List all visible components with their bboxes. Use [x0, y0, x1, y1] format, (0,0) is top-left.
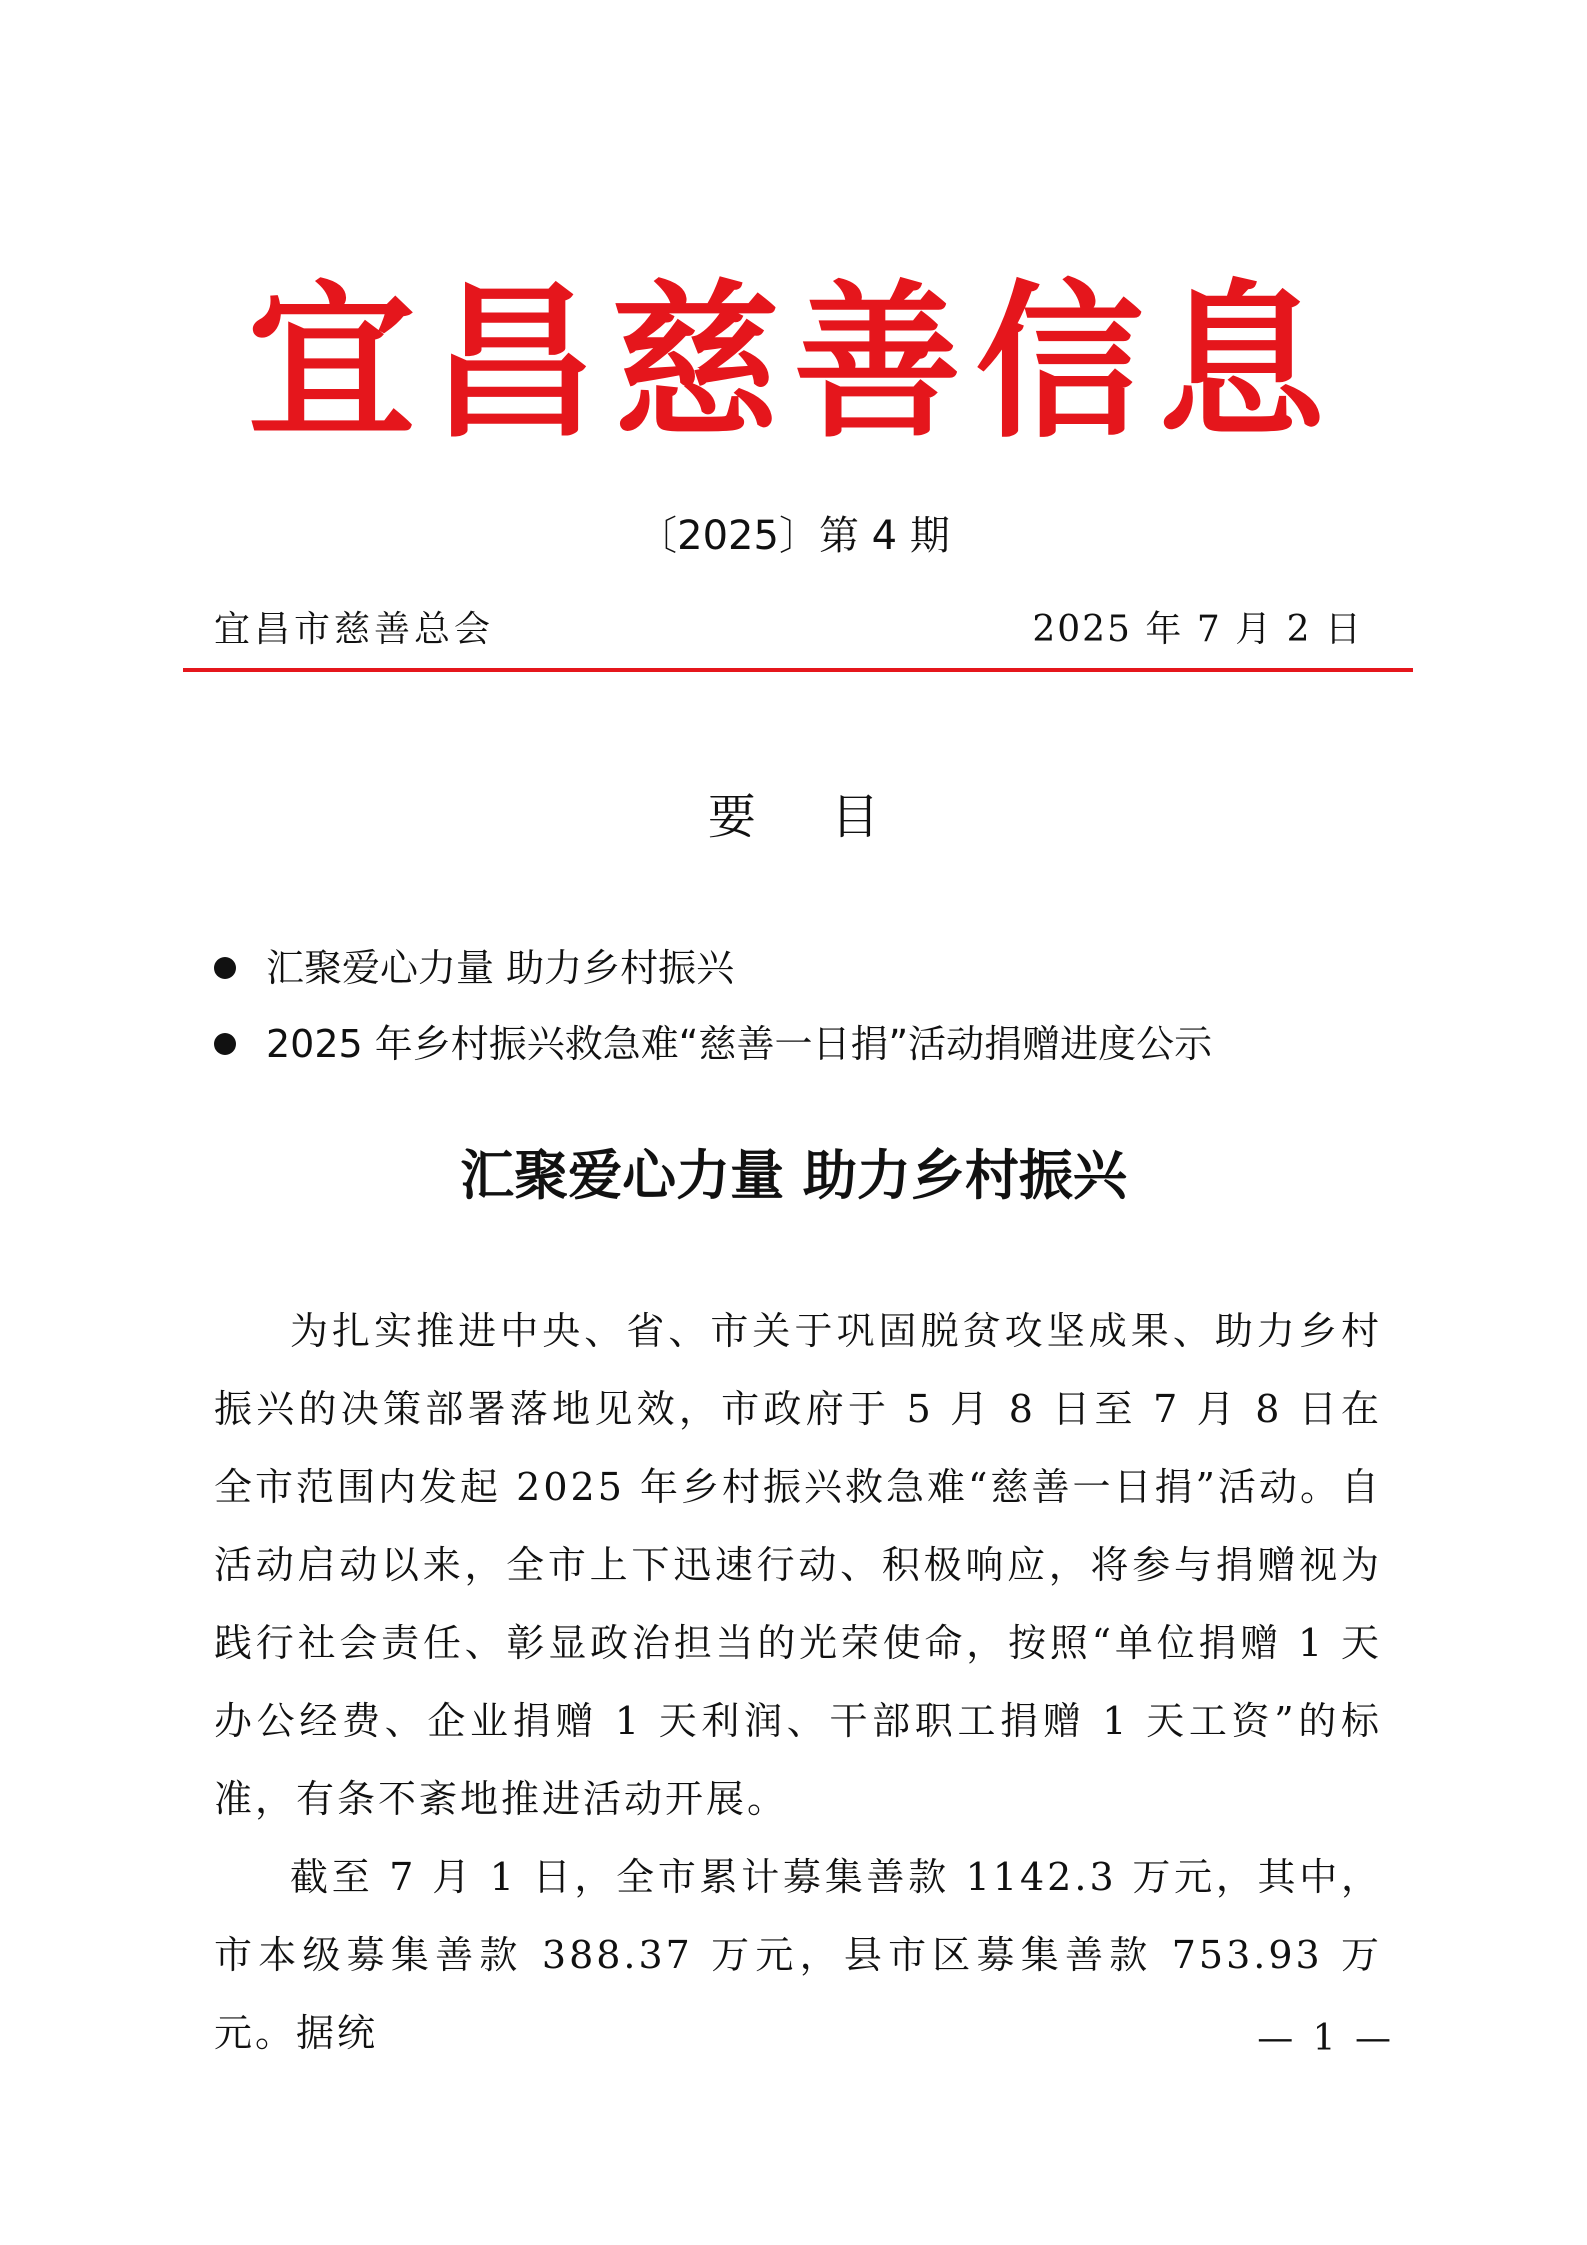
- page-number: — 1 —: [1257, 2018, 1395, 2059]
- publisher-name: 宜昌市慈善总会: [214, 609, 495, 650]
- article-body: [214, 1292, 1382, 2072]
- article-title: 汇聚爱心力量 助力乡村振兴: [460, 1143, 1127, 1207]
- toc-item: [214, 1006, 1414, 1082]
- toc-item: [214, 930, 1414, 1006]
- toc-list: [214, 930, 1414, 1082]
- toc-item-label: 2025 年乡村振兴救急难“慈善一日捐”活动捐赠进度公示: [266, 1022, 1213, 1066]
- bullet-icon: [214, 1033, 236, 1055]
- toc-item-label: 汇聚爱心力量 助力乡村振兴: [266, 946, 735, 990]
- article-paragraph: 截至 7 月 1 日，全市累计募集善款 1142.3 万元，其中，市本级募集善款 388.37 万元，县市区募集善款 753.93 万元。据统: [214, 1855, 1382, 2055]
- toc-title: 要 目: [707, 789, 880, 845]
- publication-date: 2025 年 7 月 2 日: [1032, 609, 1363, 650]
- masthead-title: 宜昌慈善信息: [247, 263, 1340, 461]
- red-divider: [183, 668, 1413, 672]
- bullet-icon: [214, 957, 236, 979]
- issue-number: 〔2025〕第 4 期: [637, 513, 950, 559]
- article-paragraph: 为扎实推进中央、省、市关于巩固脱贫攻坚成果、助力乡村振兴的决策部署落地见效，市政府于 5 月 8 日至 7 月 8 日在全市范围内发起 2025 年乡村振兴救急难“慈善一日捐”活动。自活动启动以来，全市上下迅速行动、积极响应，将参与捐赠视为践行社会责任、彰显政治担当的光荣使命，按照“单位捐赠 1 天办公经费、企业捐赠 1 天利润、干部职工捐赠 1 天工资”的标准，有条不紊地推进活动开展。: [214, 1309, 1382, 1821]
